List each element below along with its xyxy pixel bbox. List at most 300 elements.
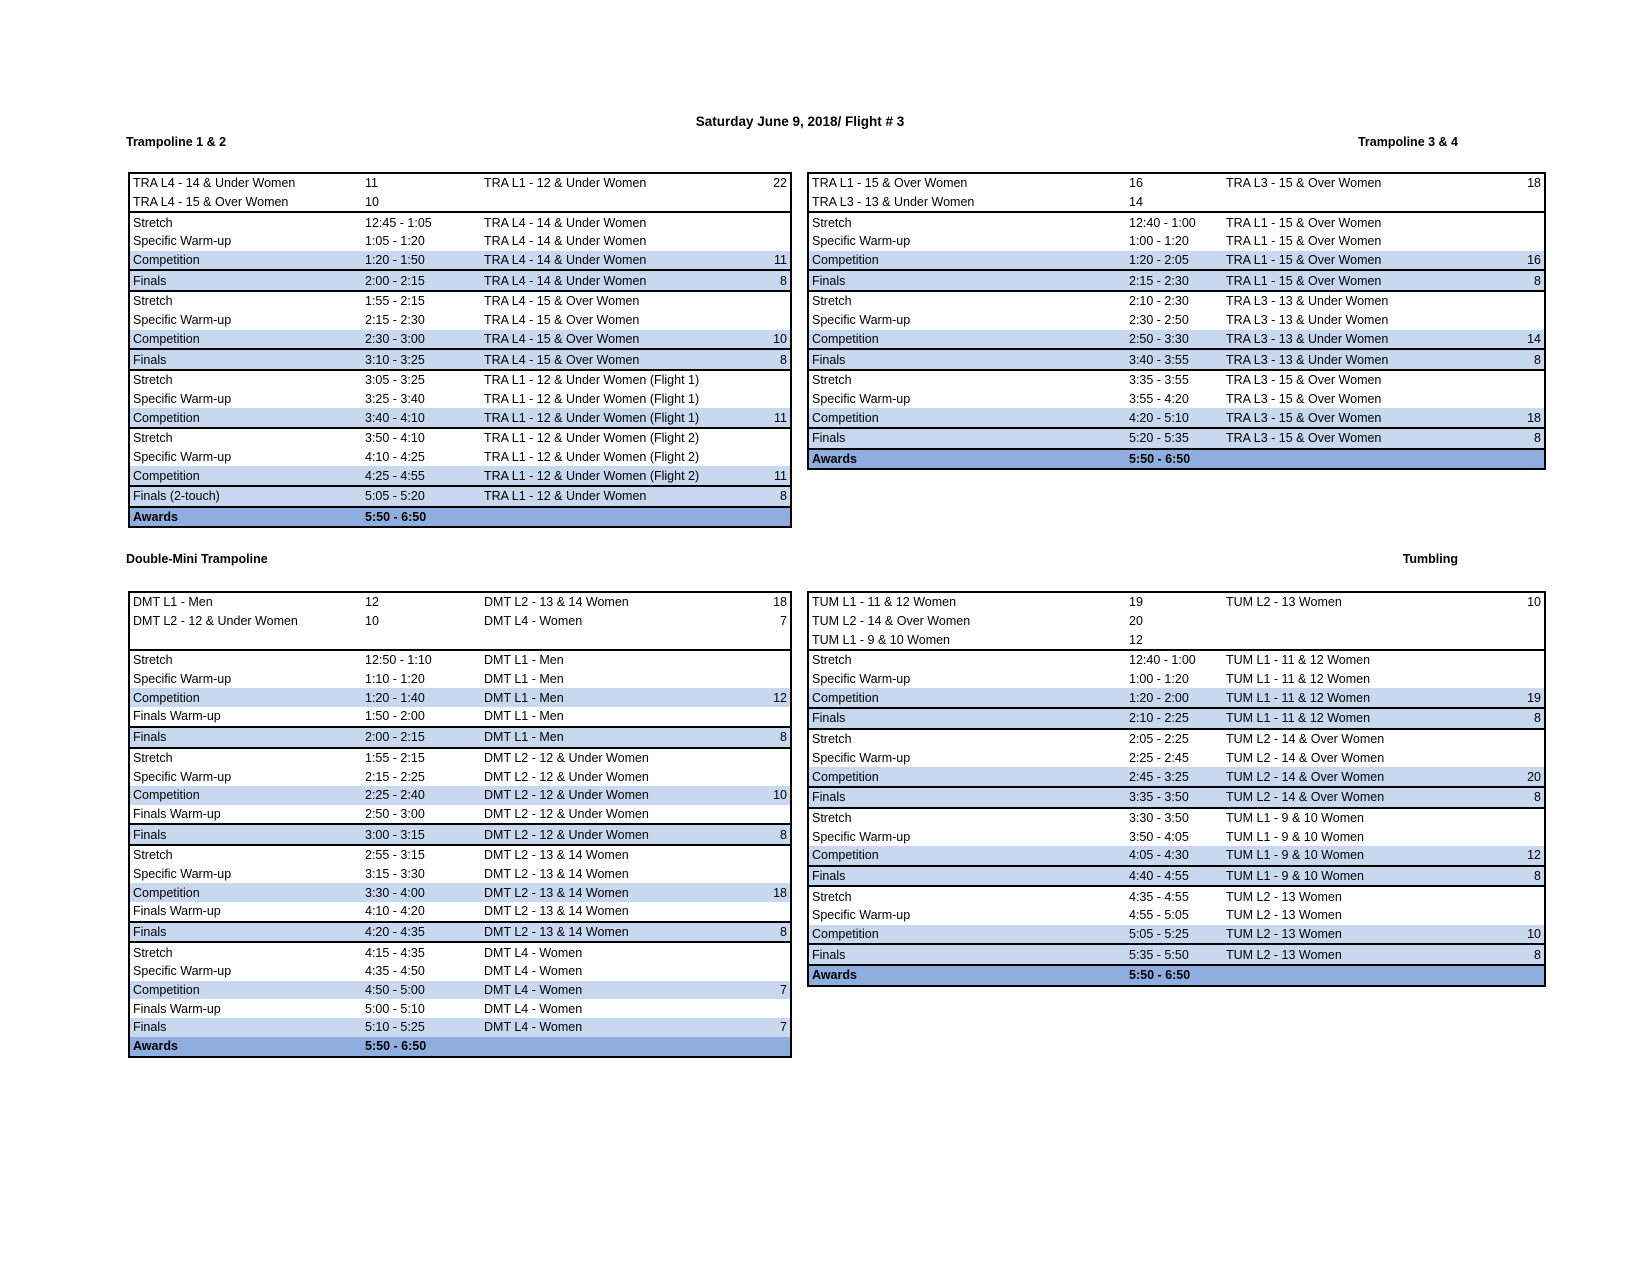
time-cell: 4:35 - 4:55	[1129, 889, 1189, 904]
phase-cell: Finals Warm-up	[133, 1001, 221, 1016]
event-cell: TRA L1 - 12 & Under Women (Flight 1)	[484, 373, 700, 388]
phase-cell: Specific Warm-up	[812, 750, 911, 765]
phase-cell: Finals	[808, 708, 1125, 729]
count-cell: 8	[756, 922, 791, 943]
phase-cell: Stretch	[133, 848, 173, 863]
count-cell: 8	[1510, 428, 1545, 449]
time-cell: 1:20 - 1:40	[361, 688, 481, 707]
time-cell: 3:30 - 4:00	[361, 883, 481, 902]
header-count: 19	[1129, 595, 1143, 610]
table-row	[129, 251, 791, 271]
time-cell: 2:00 - 2:15	[361, 727, 481, 748]
count-cell	[1510, 749, 1545, 768]
table-row	[129, 1018, 791, 1037]
table-row	[129, 688, 791, 707]
header-count: 11	[365, 176, 378, 191]
event-cell: TUM L1 - 11 & 12 Women	[1226, 672, 1371, 687]
event-cell: TUM L1 - 9 & 10 Women	[1226, 829, 1365, 844]
phase-cell: Competition	[129, 408, 361, 428]
phase-cell: Finals Warm-up	[133, 709, 221, 724]
time-cell: 1:20 - 2:05	[1125, 251, 1223, 271]
table-row	[129, 390, 791, 409]
time-cell: 5:50 - 6:50	[361, 1037, 481, 1057]
phase-cell: Specific Warm-up	[133, 391, 232, 406]
time-cell: 2:50 - 3:30	[1125, 330, 1223, 350]
event-cell: TRA L4 - 15 & Over Women	[484, 294, 640, 309]
table-row	[129, 507, 791, 528]
time-cell: 3:00 - 3:15	[361, 824, 481, 845]
event-cell: TUM L1 - 9 & 10 Women	[1223, 866, 1510, 887]
time-cell: 5:05 - 5:25	[1125, 925, 1223, 945]
phase-cell: Stretch	[812, 889, 852, 904]
phase-cell: Finals Warm-up	[133, 904, 221, 919]
phase-cell: Stretch	[812, 732, 852, 747]
header-row	[129, 193, 791, 213]
phase-cell: Specific Warm-up	[133, 672, 232, 687]
header-event: TRA L3 - 15 & Over Women	[1226, 176, 1382, 191]
phase-cell: Specific Warm-up	[133, 866, 232, 881]
time-cell: 4:35 - 4:50	[365, 964, 425, 979]
time-cell: 3:40 - 4:10	[361, 408, 481, 428]
time-cell: 5:50 - 6:50	[1125, 965, 1223, 986]
count-cell	[756, 291, 791, 311]
table-row	[808, 370, 1545, 390]
table-row	[808, 449, 1545, 470]
header-row	[129, 612, 791, 631]
table-row	[808, 906, 1545, 925]
count-cell	[1510, 729, 1545, 749]
table-row	[129, 349, 791, 370]
time-cell: 4:20 - 4:35	[361, 922, 481, 943]
time-cell: 3:05 - 3:25	[365, 373, 425, 388]
count-cell	[1510, 212, 1545, 232]
event-cell: TUM L2 - 14 & Over Women	[1226, 732, 1385, 747]
header-event: TRA L1 - 15 & Over Women	[812, 176, 968, 191]
time-cell: 1:55 - 2:15	[365, 750, 425, 765]
table-row	[808, 767, 1545, 787]
count-cell: 14	[1510, 330, 1545, 350]
section-heading-trampoline-3-4: Trampoline 3 & 4	[1357, 135, 1458, 149]
time-cell: 12:50 - 1:10	[361, 650, 481, 670]
table-row	[808, 808, 1545, 828]
header-event: TRA L1 - 12 & Under Women	[484, 176, 647, 191]
phase-cell: Finals	[808, 428, 1125, 449]
time-cell: 2:05 - 2:25	[1129, 732, 1189, 747]
phase-cell: Specific Warm-up	[133, 313, 232, 328]
phase-cell: Finals	[808, 270, 1125, 291]
phase-cell: Finals (2-touch)	[129, 486, 361, 507]
event-cell: DMT L2 - 13 & 14 Women	[481, 922, 756, 943]
phase-cell: Specific Warm-up	[812, 313, 911, 328]
event-cell: TRA L1 - 12 & Under Women	[481, 486, 756, 507]
event-cell: TUM L1 - 11 & 12 Women	[1223, 688, 1510, 708]
table-row	[808, 925, 1545, 945]
event-cell: TRA L4 - 14 & Under Women	[481, 251, 756, 271]
header-event	[1223, 630, 1510, 650]
phase-cell: Stretch	[129, 650, 361, 670]
count-cell: 19	[1510, 688, 1545, 708]
time-cell: 3:25 - 3:40	[365, 391, 425, 406]
time-cell: 3:55 - 4:20	[1129, 391, 1189, 406]
time-cell: 3:10 - 3:25	[361, 349, 481, 370]
phase-cell: Finals	[129, 824, 361, 845]
phase-cell: Specific Warm-up	[812, 234, 911, 249]
count-cell	[756, 507, 791, 528]
time-cell: 12:40 - 1:00	[1125, 212, 1223, 232]
event-cell: TUM L1 - 11 & 12 Women	[1223, 708, 1510, 729]
table-row	[129, 486, 791, 507]
time-cell: 2:10 - 2:30	[1129, 294, 1189, 309]
event-cell: DMT L2 - 13 & 14 Women	[481, 883, 756, 902]
count-cell	[1510, 808, 1545, 828]
count-cell	[756, 448, 791, 467]
count-cell	[1510, 886, 1545, 906]
header-row	[808, 630, 1545, 650]
table-row	[129, 767, 791, 786]
time-cell: 3:35 - 3:50	[1125, 787, 1223, 808]
event-cell: DMT L2 - 12 & Under Women	[481, 824, 756, 845]
count-cell: 8	[1510, 787, 1545, 808]
time-cell: 2:15 - 2:30	[1125, 270, 1223, 291]
header-row	[808, 173, 1545, 193]
table-row	[808, 729, 1545, 749]
count-cell: 11	[756, 408, 791, 428]
header-event: TRA L4 - 14 & Under Women	[133, 176, 296, 191]
count-cell	[1510, 670, 1545, 689]
event-cell: DMT L4 - Women	[481, 1018, 756, 1037]
section-heading-tumbling: Tumbling	[1402, 552, 1458, 566]
time-cell: 5:35 - 5:50	[1125, 944, 1223, 965]
count-cell: 10	[756, 786, 791, 805]
count-cell: 11	[756, 466, 791, 486]
header-count: 10	[1527, 595, 1541, 610]
count-cell: 8	[756, 270, 791, 291]
count-cell: 12	[756, 688, 791, 707]
schedule-table-double-mini	[128, 591, 792, 1058]
event-cell: TRA L4 - 14 & Under Women	[481, 212, 756, 232]
event-cell: TUM L2 - 13 Women	[1226, 889, 1342, 904]
phase-cell: Stretch	[133, 294, 173, 309]
phase-cell: Stretch	[133, 750, 173, 765]
table-row	[808, 408, 1545, 428]
table-row	[129, 824, 791, 845]
phase-cell: Finals Warm-up	[133, 806, 221, 821]
time-cell: 2:30 - 2:50	[1129, 313, 1189, 328]
count-cell	[1510, 827, 1545, 846]
event-cell: DMT L4 - Women	[484, 964, 583, 979]
count-cell	[1510, 311, 1545, 330]
table-row	[808, 428, 1545, 449]
time-cell: 5:50 - 6:50	[1125, 449, 1223, 470]
table-row	[808, 349, 1545, 370]
schedule-table-tumbling	[807, 591, 1546, 987]
header-event	[129, 630, 361, 650]
schedule-table-trampoline-1-2	[128, 172, 792, 528]
count-cell: 8	[756, 486, 791, 507]
count-cell: 8	[1510, 349, 1545, 370]
header-row	[808, 592, 1545, 612]
count-cell	[1510, 906, 1545, 925]
count-cell	[756, 902, 791, 922]
table-row	[129, 805, 791, 825]
count-cell	[756, 767, 791, 786]
event-cell: TUM L2 - 14 & Over Women	[1223, 767, 1510, 787]
time-cell: 2:55 - 3:15	[365, 848, 425, 863]
phase-cell: Stretch	[133, 373, 173, 388]
count-cell	[756, 865, 791, 884]
count-cell	[756, 999, 791, 1018]
phase-cell: Finals	[129, 270, 361, 291]
table-row	[129, 370, 791, 390]
count-cell: 10	[756, 330, 791, 350]
table-row	[129, 448, 791, 467]
table-row	[129, 981, 791, 1000]
event-cell: TRA L3 - 15 & Over Women	[1223, 428, 1510, 449]
time-cell: 1:00 - 1:20	[1129, 672, 1189, 687]
count-cell: 8	[756, 349, 791, 370]
event-cell	[481, 507, 756, 528]
header-count	[756, 193, 791, 213]
header-count	[1510, 193, 1545, 213]
time-cell: 2:30 - 3:00	[361, 330, 481, 350]
phase-cell: Stretch	[812, 810, 852, 825]
event-cell: TUM L2 - 13 Women	[1223, 925, 1510, 945]
table-row	[129, 902, 791, 922]
phase-cell: Competition	[808, 330, 1125, 350]
phase-cell: Stretch	[129, 212, 361, 232]
header-event	[1223, 193, 1510, 213]
event-cell: TRA L3 - 13 & Under Women	[1223, 330, 1510, 350]
time-cell: 4:15 - 4:35	[365, 945, 425, 960]
table-row	[129, 670, 791, 689]
event-cell: DMT L4 - Women	[481, 981, 756, 1000]
table-row	[129, 865, 791, 884]
table-row	[808, 311, 1545, 330]
phase-cell: Specific Warm-up	[133, 769, 232, 784]
count-cell	[756, 1037, 791, 1057]
phase-cell: Awards	[129, 507, 361, 528]
table-row	[129, 942, 791, 962]
phase-cell: Competition	[129, 786, 361, 805]
count-cell: 7	[756, 981, 791, 1000]
count-cell: 11	[756, 251, 791, 271]
table-row	[808, 886, 1545, 906]
phase-cell: Stretch	[808, 212, 1125, 232]
time-cell: 3:50 - 4:05	[1129, 829, 1189, 844]
event-cell: TRA L3 - 13 & Under Women	[1226, 313, 1389, 328]
header-row	[808, 612, 1545, 631]
count-cell	[756, 942, 791, 962]
table-row	[808, 650, 1545, 670]
event-cell: DMT L2 - 13 & 14 Women	[484, 848, 629, 863]
event-cell: DMT L1 - Men	[481, 688, 756, 707]
table-row	[808, 944, 1545, 965]
header-count: 18	[773, 595, 787, 610]
time-cell: 2:25 - 2:40	[361, 786, 481, 805]
header-count: 7	[780, 614, 787, 629]
header-event: DMT L2 - 13 & 14 Women	[484, 595, 629, 610]
event-cell: TRA L1 - 15 & Over Women	[1226, 234, 1382, 249]
header-event: DMT L4 - Women	[484, 614, 583, 629]
header-count: 10	[365, 614, 379, 629]
time-cell: 4:25 - 4:55	[361, 466, 481, 486]
phase-cell: Finals	[129, 1018, 361, 1037]
time-cell: 2:10 - 2:25	[1125, 708, 1223, 729]
phase-cell: Awards	[808, 449, 1125, 470]
phase-cell: Finals	[808, 944, 1125, 965]
phase-cell: Competition	[808, 688, 1125, 708]
count-cell	[756, 311, 791, 330]
event-cell: DMT L2 - 12 & Under Women	[481, 786, 756, 805]
count-cell	[1510, 449, 1545, 470]
count-cell: 7	[756, 1018, 791, 1037]
table-row	[129, 748, 791, 768]
event-cell: TRA L4 - 15 & Over Women	[481, 330, 756, 350]
time-cell: 5:50 - 6:50	[361, 507, 481, 528]
table-row	[808, 787, 1545, 808]
time-cell: 1:05 - 1:20	[365, 234, 425, 249]
phase-cell: Finals	[129, 922, 361, 943]
table-row	[129, 428, 791, 448]
event-cell: TRA L3 - 13 & Under Women	[1226, 294, 1389, 309]
table-row	[808, 330, 1545, 350]
table-row	[129, 408, 791, 428]
time-cell: 5:10 - 5:25	[361, 1018, 481, 1037]
table-row	[808, 708, 1545, 729]
event-cell: TUM L2 - 14 & Over Women	[1226, 750, 1385, 765]
count-cell	[756, 370, 791, 390]
section-heading-trampoline-1-2: Trampoline 1 & 2	[126, 135, 227, 149]
table-row	[129, 212, 791, 232]
table-row	[808, 232, 1545, 251]
time-cell: 2:15 - 2:25	[365, 769, 425, 784]
event-cell: TRA L1 - 15 & Over Women	[1223, 270, 1510, 291]
time-cell: 3:40 - 3:55	[1125, 349, 1223, 370]
time-cell: 1:20 - 2:00	[1125, 688, 1223, 708]
phase-cell: Competition	[808, 925, 1125, 945]
event-cell: TRA L1 - 12 & Under Women (Flight 2)	[481, 428, 756, 448]
header-count	[1510, 612, 1545, 631]
phase-cell: Competition	[808, 408, 1125, 428]
phase-cell: Stretch	[812, 294, 852, 309]
phase-cell: Finals	[808, 866, 1125, 887]
phase-cell: Stretch	[129, 428, 361, 448]
time-cell: 2:15 - 2:30	[365, 313, 425, 328]
phase-cell: Competition	[808, 767, 1125, 787]
time-cell: 4:05 - 4:30	[1125, 846, 1223, 866]
table-row	[129, 999, 791, 1018]
count-cell	[756, 845, 791, 865]
time-cell: 3:50 - 4:10	[361, 428, 481, 448]
time-cell: 12:45 - 1:05	[361, 212, 481, 232]
event-cell: TRA L1 - 12 & Under Women (Flight 2)	[481, 466, 756, 486]
event-cell: DMT L1 - Men	[484, 672, 564, 687]
event-cell: DMT L2 - 13 & 14 Women	[484, 904, 629, 919]
event-cell: TRA L4 - 15 & Over Women	[481, 349, 756, 370]
header-count: 14	[1129, 195, 1143, 210]
table-row	[808, 827, 1545, 846]
time-cell: 4:50 - 5:00	[361, 981, 481, 1000]
phase-cell: Finals	[808, 787, 1125, 808]
page-title: Saturday June 9, 2018/ Flight # 3	[695, 114, 905, 129]
event-cell: TRA L3 - 15 & Over Women	[1226, 373, 1382, 388]
time-cell: 4:55 - 5:05	[1129, 908, 1189, 923]
time-cell: 4:20 - 5:10	[1125, 408, 1223, 428]
time-cell: 1:50 - 2:00	[365, 709, 425, 724]
table-row	[808, 212, 1545, 232]
event-cell	[481, 1037, 756, 1057]
count-cell	[1510, 291, 1545, 311]
event-cell: DMT L2 - 13 & 14 Women	[484, 866, 629, 881]
table-row	[808, 749, 1545, 768]
time-cell: 4:10 - 4:20	[365, 904, 425, 919]
event-cell: DMT L2 - 12 & Under Women	[484, 806, 649, 821]
event-cell: TRA L1 - 12 & Under Women (Flight 1)	[484, 391, 700, 406]
table-row	[129, 1037, 791, 1057]
count-cell: 16	[1510, 251, 1545, 271]
event-cell: TRA L4 - 14 & Under Women	[484, 234, 647, 249]
phase-cell: Specific Warm-up	[812, 391, 911, 406]
time-cell: 1:00 - 1:20	[1129, 234, 1189, 249]
header-event: TUM L2 - 14 & Over Women	[812, 614, 971, 629]
time-cell: 3:15 - 3:30	[365, 866, 425, 881]
event-cell: TRA L4 - 14 & Under Women	[481, 270, 756, 291]
header-row	[808, 193, 1545, 213]
header-row	[129, 592, 791, 612]
count-cell: 20	[1510, 767, 1545, 787]
section-heading-double-mini: Double-Mini Trampoline	[126, 552, 268, 566]
phase-cell: Finals	[129, 349, 361, 370]
time-cell: 1:10 - 1:20	[365, 672, 425, 687]
count-cell	[756, 805, 791, 825]
phase-cell: Awards	[808, 965, 1125, 986]
table-row	[808, 390, 1545, 409]
event-cell: TUM L2 - 14 & Over Women	[1223, 787, 1510, 808]
event-cell: TRA L3 - 13 & Under Women	[1223, 349, 1510, 370]
count-cell	[756, 650, 791, 670]
event-cell: DMT L1 - Men	[481, 650, 756, 670]
table-row	[129, 883, 791, 902]
count-cell: 8	[756, 824, 791, 845]
event-cell: TUM L2 - 13 Women	[1226, 908, 1342, 923]
phase-cell: Competition	[129, 688, 361, 707]
header-event	[481, 193, 756, 213]
phase-cell: Competition	[129, 251, 361, 271]
header-event: TRA L3 - 13 & Under Women	[812, 195, 975, 210]
count-cell	[756, 748, 791, 768]
count-cell	[756, 962, 791, 981]
time-cell: 4:10 - 4:25	[365, 449, 425, 464]
table-row	[129, 466, 791, 486]
header-event: TUM L1 - 11 & 12 Women	[812, 595, 957, 610]
phase-cell: Competition	[129, 981, 361, 1000]
count-cell	[1510, 650, 1545, 670]
phase-cell: Finals	[129, 727, 361, 748]
header-count: 22	[773, 176, 787, 191]
table-row	[808, 688, 1545, 708]
header-count: 16	[1129, 176, 1143, 191]
count-cell	[756, 707, 791, 727]
header-count	[361, 630, 481, 650]
event-cell: DMT L2 - 12 & Under Women	[484, 769, 649, 784]
table-row	[129, 330, 791, 350]
header-count	[1510, 630, 1545, 650]
count-cell	[756, 232, 791, 251]
table-row	[129, 707, 791, 727]
count-cell: 8	[1510, 944, 1545, 965]
count-cell: 10	[1510, 925, 1545, 945]
event-cell: TRA L3 - 15 & Over Women	[1223, 408, 1510, 428]
